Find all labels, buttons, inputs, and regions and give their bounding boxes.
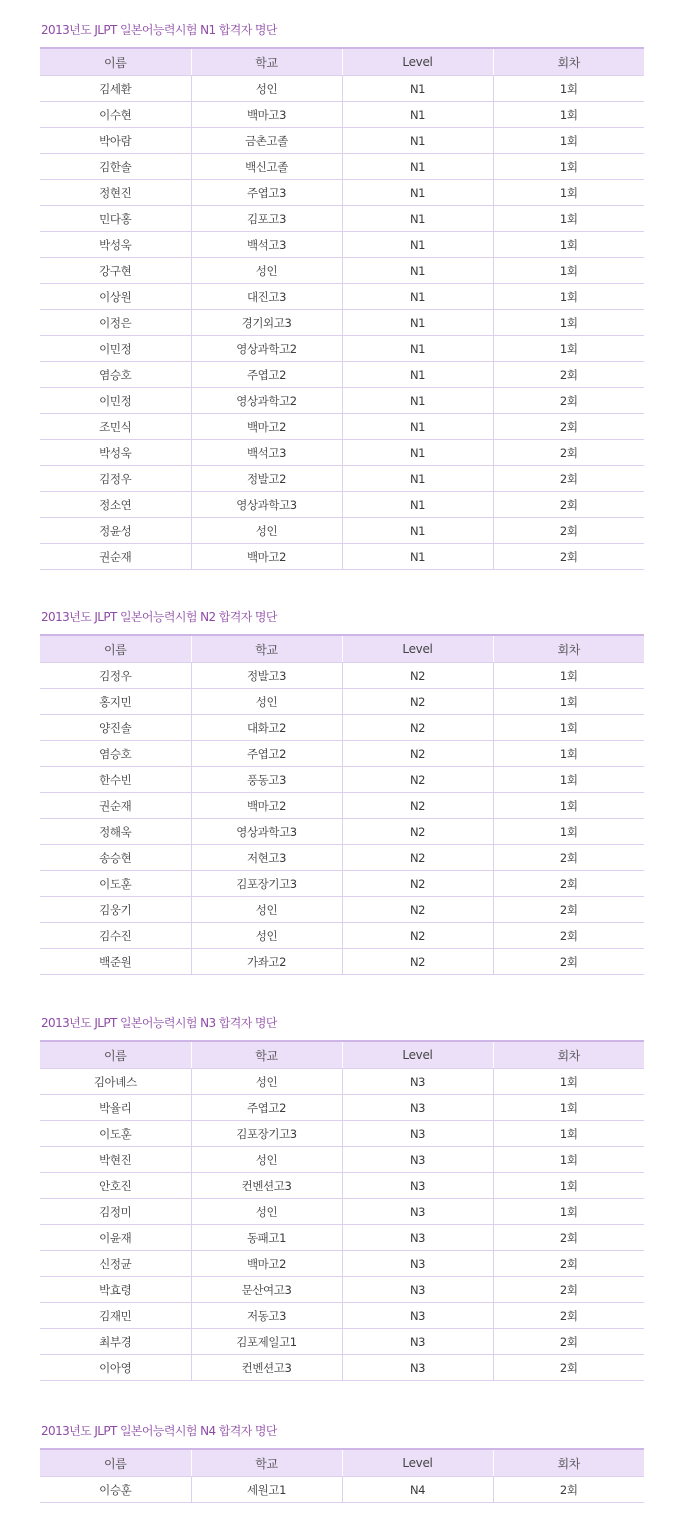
cell-name: 한수빈 [40, 767, 191, 793]
cell-level: N3 [342, 1251, 493, 1277]
header-row [40, 1449, 644, 1477]
roster-table [40, 47, 644, 570]
cell-school: 대진고3 [191, 284, 342, 310]
cell-school: 성인 [191, 1147, 342, 1173]
cell-round: 2회 [493, 1225, 644, 1251]
cell-name: 염승호 [40, 362, 191, 388]
cell-round: 2회 [493, 871, 644, 897]
cell-school: 대화고2 [191, 715, 342, 741]
table-header [40, 635, 644, 663]
cell-name: 박효령 [40, 1277, 191, 1303]
cell-level: N3 [342, 1147, 493, 1173]
table-row [40, 689, 644, 715]
cell-name: 이도훈 [40, 1121, 191, 1147]
cell-level: N1 [342, 492, 493, 518]
cell-level: N3 [342, 1225, 493, 1251]
cell-school: 김포장기고3 [191, 1121, 342, 1147]
table-header [40, 48, 644, 76]
table-header [40, 1041, 644, 1069]
cell-school: 문산여고3 [191, 1277, 342, 1303]
cell-level: N3 [342, 1121, 493, 1147]
table-row [40, 741, 644, 767]
cell-level: N1 [342, 154, 493, 180]
column-header-round: 회차 [493, 48, 644, 76]
cell-level: N1 [342, 414, 493, 440]
cell-level: N1 [342, 336, 493, 362]
table-row [40, 544, 644, 570]
table-row [40, 518, 644, 544]
cell-name: 이수현 [40, 102, 191, 128]
column-header-level: Level [342, 1449, 493, 1477]
table-row [40, 492, 644, 518]
cell-school: 가좌고2 [191, 949, 342, 975]
cell-name: 양진솔 [40, 715, 191, 741]
cell-school: 성인 [191, 76, 342, 102]
cell-school: 금촌고졸 [191, 128, 342, 154]
cell-school: 영상과학고3 [191, 492, 342, 518]
column-header-name: 이름 [40, 635, 191, 663]
table-row [40, 388, 644, 414]
cell-round: 2회 [493, 923, 644, 949]
cell-school: 정발고2 [191, 466, 342, 492]
cell-round: 1회 [493, 1095, 644, 1121]
table-row [40, 1251, 644, 1277]
roster-table [40, 1040, 644, 1381]
column-header-school: 학교 [191, 1041, 342, 1069]
column-header-round: 회차 [493, 1449, 644, 1477]
cell-name: 송승현 [40, 845, 191, 871]
cell-name: 백준원 [40, 949, 191, 975]
table-body [40, 1477, 644, 1503]
cell-school: 백마고2 [191, 1251, 342, 1277]
table-row [40, 154, 644, 180]
cell-school: 성인 [191, 518, 342, 544]
cell-level: N2 [342, 897, 493, 923]
table-row [40, 715, 644, 741]
cell-name: 이도훈 [40, 871, 191, 897]
table-row [40, 1173, 644, 1199]
cell-round: 1회 [493, 206, 644, 232]
cell-round: 2회 [493, 1329, 644, 1355]
header-row [40, 635, 644, 663]
table-row [40, 128, 644, 154]
table-row [40, 440, 644, 466]
cell-level: N3 [342, 1277, 493, 1303]
cell-level: N1 [342, 258, 493, 284]
cell-level: N3 [342, 1355, 493, 1381]
cell-name: 이민정 [40, 388, 191, 414]
cell-school: 김포제일고1 [191, 1329, 342, 1355]
cell-level: N3 [342, 1069, 493, 1095]
table-row [40, 897, 644, 923]
cell-name: 김재민 [40, 1303, 191, 1329]
column-header-name: 이름 [40, 1041, 191, 1069]
column-header-round: 회차 [493, 635, 644, 663]
cell-round: 2회 [493, 466, 644, 492]
cell-name: 이아영 [40, 1355, 191, 1381]
table-header [40, 1449, 644, 1477]
cell-school: 주엽고2 [191, 1095, 342, 1121]
table-row [40, 180, 644, 206]
cell-name: 정소연 [40, 492, 191, 518]
cell-level: N3 [342, 1303, 493, 1329]
table-row [40, 466, 644, 492]
cell-level: N2 [342, 819, 493, 845]
cell-name: 김수진 [40, 923, 191, 949]
cell-round: 1회 [493, 1173, 644, 1199]
cell-round: 1회 [493, 180, 644, 206]
column-header-name: 이름 [40, 1449, 191, 1477]
cell-round: 1회 [493, 1069, 644, 1095]
cell-school: 풍동고3 [191, 767, 342, 793]
column-header-school: 학교 [191, 1449, 342, 1477]
cell-school: 동패고1 [191, 1225, 342, 1251]
table-row [40, 793, 644, 819]
cell-name: 정해욱 [40, 819, 191, 845]
column-header-level: Level [342, 635, 493, 663]
cell-round: 2회 [493, 414, 644, 440]
cell-round: 2회 [493, 1355, 644, 1381]
cell-round: 1회 [493, 819, 644, 845]
cell-level: N2 [342, 767, 493, 793]
table-row [40, 1069, 644, 1095]
cell-level: N1 [342, 388, 493, 414]
table-row [40, 206, 644, 232]
table-row [40, 1199, 644, 1225]
cell-school: 성인 [191, 897, 342, 923]
cell-name: 이승훈 [40, 1477, 191, 1503]
section-title: 2013년도 JLPT 일본어능력시험 N2 합격자 명단 [41, 610, 277, 624]
cell-level: N1 [342, 518, 493, 544]
cell-round: 2회 [493, 1251, 644, 1277]
header-row [40, 48, 644, 76]
cell-round: 1회 [493, 1147, 644, 1173]
cell-round: 1회 [493, 336, 644, 362]
table-row [40, 414, 644, 440]
cell-round: 1회 [493, 258, 644, 284]
cell-level: N3 [342, 1095, 493, 1121]
section-title: 2013년도 JLPT 일본어능력시험 N1 합격자 명단 [41, 23, 277, 37]
cell-name: 박성욱 [40, 440, 191, 466]
cell-round: 1회 [493, 793, 644, 819]
cell-round: 1회 [493, 1121, 644, 1147]
table-row [40, 1329, 644, 1355]
table-row [40, 1095, 644, 1121]
cell-round: 1회 [493, 663, 644, 689]
table-body [40, 663, 644, 975]
cell-level: N1 [342, 284, 493, 310]
table-row [40, 871, 644, 897]
cell-name: 강구현 [40, 258, 191, 284]
cell-name: 김세환 [40, 76, 191, 102]
table-row [40, 923, 644, 949]
cell-name: 박성욱 [40, 232, 191, 258]
cell-level: N1 [342, 310, 493, 336]
table-row [40, 1277, 644, 1303]
table-body [40, 76, 644, 570]
column-header-round: 회차 [493, 1041, 644, 1069]
table-row [40, 663, 644, 689]
column-header-school: 학교 [191, 635, 342, 663]
cell-level: N3 [342, 1173, 493, 1199]
cell-round: 1회 [493, 767, 644, 793]
cell-school: 성인 [191, 1069, 342, 1095]
cell-level: N2 [342, 663, 493, 689]
roster-table [40, 1448, 644, 1503]
cell-name: 박율리 [40, 1095, 191, 1121]
cell-level: N1 [342, 102, 493, 128]
table-row [40, 336, 644, 362]
cell-school: 컨벤션고3 [191, 1355, 342, 1381]
cell-round: 1회 [493, 1199, 644, 1225]
cell-school: 백마고3 [191, 102, 342, 128]
cell-school: 세원고1 [191, 1477, 342, 1503]
cell-round: 1회 [493, 76, 644, 102]
cell-level: N2 [342, 923, 493, 949]
cell-name: 김정미 [40, 1199, 191, 1225]
cell-name: 조민식 [40, 414, 191, 440]
cell-level: N1 [342, 440, 493, 466]
cell-name: 민다홍 [40, 206, 191, 232]
cell-school: 저현고3 [191, 845, 342, 871]
table-row [40, 1225, 644, 1251]
cell-name: 권순재 [40, 544, 191, 570]
cell-school: 김포장기고3 [191, 871, 342, 897]
cell-name: 이민정 [40, 336, 191, 362]
cell-school: 경기외고3 [191, 310, 342, 336]
cell-round: 1회 [493, 715, 644, 741]
cell-level: N2 [342, 845, 493, 871]
cell-level: N1 [342, 180, 493, 206]
cell-round: 1회 [493, 154, 644, 180]
cell-round: 2회 [493, 949, 644, 975]
table-row [40, 819, 644, 845]
cell-round: 2회 [493, 1477, 644, 1503]
cell-round: 1회 [493, 284, 644, 310]
cell-school: 성인 [191, 258, 342, 284]
section-title: 2013년도 JLPT 일본어능력시험 N3 합격자 명단 [41, 1016, 277, 1030]
table-row [40, 845, 644, 871]
cell-school: 영상과학고2 [191, 336, 342, 362]
cell-level: N1 [342, 128, 493, 154]
column-header-school: 학교 [191, 48, 342, 76]
cell-level: N3 [342, 1329, 493, 1355]
cell-round: 2회 [493, 544, 644, 570]
cell-name: 김정우 [40, 466, 191, 492]
table-row [40, 284, 644, 310]
cell-round: 1회 [493, 128, 644, 154]
cell-school: 성인 [191, 923, 342, 949]
cell-round: 1회 [493, 689, 644, 715]
cell-round: 2회 [493, 440, 644, 466]
cell-name: 정윤성 [40, 518, 191, 544]
cell-level: N1 [342, 232, 493, 258]
cell-school: 백신고졸 [191, 154, 342, 180]
cell-round: 1회 [493, 741, 644, 767]
cell-name: 염승호 [40, 741, 191, 767]
table-row [40, 1355, 644, 1381]
cell-level: N1 [342, 544, 493, 570]
table-row [40, 310, 644, 336]
table-row [40, 1147, 644, 1173]
cell-school: 주엽고2 [191, 362, 342, 388]
table-row [40, 1477, 644, 1503]
cell-name: 안호진 [40, 1173, 191, 1199]
cell-round: 2회 [493, 388, 644, 414]
cell-name: 이상원 [40, 284, 191, 310]
table-row [40, 102, 644, 128]
cell-round: 2회 [493, 1303, 644, 1329]
cell-name: 권순재 [40, 793, 191, 819]
cell-round: 2회 [493, 362, 644, 388]
cell-name: 이윤재 [40, 1225, 191, 1251]
roster-table [40, 634, 644, 975]
section-title: 2013년도 JLPT 일본어능력시험 N4 합격자 명단 [41, 1424, 277, 1438]
cell-level: N3 [342, 1199, 493, 1225]
cell-school: 영상과학고2 [191, 388, 342, 414]
table-row [40, 767, 644, 793]
column-header-level: Level [342, 1041, 493, 1069]
header-row [40, 1041, 644, 1069]
cell-round: 2회 [493, 897, 644, 923]
cell-name: 이정은 [40, 310, 191, 336]
cell-round: 2회 [493, 492, 644, 518]
cell-round: 2회 [493, 1277, 644, 1303]
cell-level: N1 [342, 76, 493, 102]
table-row [40, 1303, 644, 1329]
table-row [40, 258, 644, 284]
cell-level: N2 [342, 689, 493, 715]
table-body [40, 1069, 644, 1381]
table-row [40, 1121, 644, 1147]
cell-level: N2 [342, 715, 493, 741]
cell-school: 영상과학고3 [191, 819, 342, 845]
table-row [40, 76, 644, 102]
cell-level: N1 [342, 362, 493, 388]
cell-level: N2 [342, 871, 493, 897]
cell-school: 김포고3 [191, 206, 342, 232]
cell-name: 홍지민 [40, 689, 191, 715]
cell-name: 정현진 [40, 180, 191, 206]
cell-name: 김정우 [40, 663, 191, 689]
cell-level: N2 [342, 741, 493, 767]
cell-school: 주엽고2 [191, 741, 342, 767]
cell-round: 2회 [493, 518, 644, 544]
cell-school: 백마고2 [191, 544, 342, 570]
cell-name: 김아녜스 [40, 1069, 191, 1095]
cell-school: 백석고3 [191, 440, 342, 466]
cell-school: 성인 [191, 689, 342, 715]
cell-round: 1회 [493, 102, 644, 128]
cell-school: 성인 [191, 1199, 342, 1225]
cell-school: 컨벤션고3 [191, 1173, 342, 1199]
column-header-name: 이름 [40, 48, 191, 76]
cell-name: 박아람 [40, 128, 191, 154]
cell-name: 신정균 [40, 1251, 191, 1277]
cell-level: N2 [342, 949, 493, 975]
table-row [40, 232, 644, 258]
cell-school: 백석고3 [191, 232, 342, 258]
cell-level: N2 [342, 793, 493, 819]
cell-level: N4 [342, 1477, 493, 1503]
table-row [40, 362, 644, 388]
cell-round: 1회 [493, 310, 644, 336]
cell-school: 주엽고3 [191, 180, 342, 206]
cell-name: 김한솔 [40, 154, 191, 180]
table-row [40, 949, 644, 975]
cell-name: 김웅기 [40, 897, 191, 923]
cell-name: 최부경 [40, 1329, 191, 1355]
cell-school: 저동고3 [191, 1303, 342, 1329]
cell-round: 1회 [493, 232, 644, 258]
cell-round: 2회 [493, 845, 644, 871]
cell-school: 백마고2 [191, 793, 342, 819]
cell-level: N1 [342, 206, 493, 232]
column-header-level: Level [342, 48, 493, 76]
cell-name: 박현진 [40, 1147, 191, 1173]
cell-school: 백마고2 [191, 414, 342, 440]
cell-school: 정발고3 [191, 663, 342, 689]
cell-level: N1 [342, 466, 493, 492]
